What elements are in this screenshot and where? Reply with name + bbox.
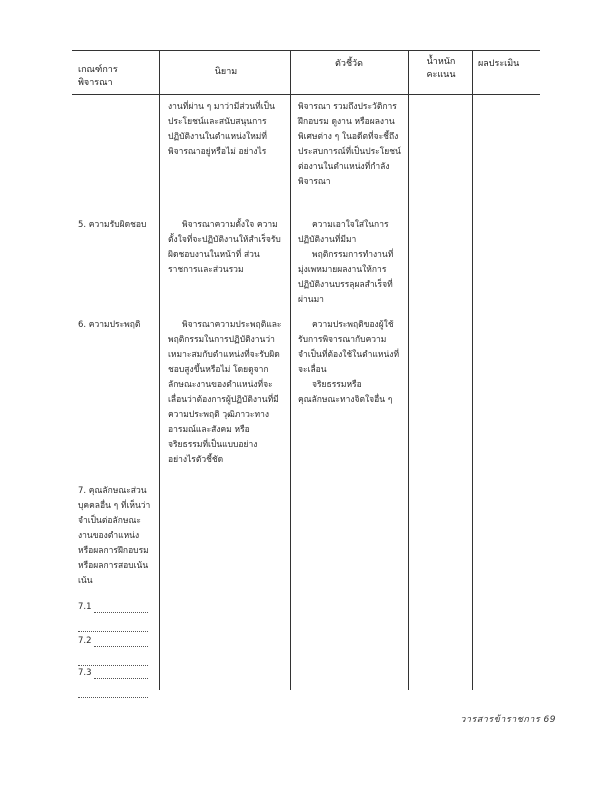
header-criteria: เกณฑ์การพิจารณา: [78, 65, 118, 88]
subitem-7-3: [78, 666, 148, 704]
definition-5-text: พิจารณาความตั้งใจ ความตั้งใจที่จะปฏิบัติงานให้สำเร็จรับผิดชอบงานในหน้าที่ ส่วนราชการและส่วนรวม: [168, 220, 281, 275]
subitem-7-1-blank: [94, 600, 148, 613]
criterion-6-text: 6. ความประพฤติ: [78, 320, 141, 330]
indicator-continuation-text: พิจารณา รวมถึงประวัติการฝึกอบรม ดูงาน หรือผลงานพิเศษต่าง ๆ ในอดีตที่จะชี้ถึงประสบการณ์ที่เป็นประโยชน์ต่องานในตำแหน่งที่กำลังพิจารณา: [298, 102, 401, 187]
subitem-7-2-label: 7.2: [78, 636, 92, 646]
subitem-7-3-blank-2: [78, 685, 148, 698]
subitem-7-3-label: 7.3: [78, 668, 92, 678]
indicator-6-1: ความประพฤติของผู้ใช้รับการพิจารณากับความจำเป็นที่ต้องใช้ในตำแหน่งที่จะเลื่อน: [298, 320, 400, 375]
column-divider-4: [472, 50, 473, 690]
header-definition: นิยาม: [214, 67, 238, 77]
subitem-7-1-label: 7.1: [78, 602, 92, 612]
subitem-7-1: [78, 600, 148, 638]
definition-5: [168, 218, 282, 278]
indicator-5-1: ความเอาใจใส่ในการปฏิบัติงานที่มีมา: [298, 220, 389, 245]
criterion-5-text: 5. ความรับผิดชอบ: [78, 220, 147, 230]
indicator-5-2: พฤติกรรมการทำงานที่มุ่งเพหมายผลงานให้การปฏิบัติงานบรรลุผลสำเร็จที่ผ่านมา: [298, 250, 394, 305]
criterion-5: [78, 218, 154, 233]
column-divider-2: [290, 50, 291, 690]
indicators-6: [298, 318, 402, 408]
header-indicators: ตัวชี้วัด: [335, 59, 363, 69]
column-divider-1: [159, 50, 160, 690]
subitem-7-3-blank: [94, 666, 148, 679]
definition-6: [168, 318, 282, 468]
column-divider-3: [408, 50, 409, 690]
criterion-7-text: 7. คุณลักษณะส่วนบุคคลอื่น ๆ ที่เห็นว่าจำเป็นต่อลักษณะงานของตำแหน่งหรือผลการฝึกอบรมหรือผลการสอบเน้นเน้น: [78, 486, 151, 586]
indicator-continuation: [298, 100, 402, 190]
header-weight: น้ำหนักคะแนน: [426, 57, 456, 80]
subitem-7-2-blank: [94, 634, 148, 647]
criterion-7: [78, 484, 154, 589]
header-bottom-rule: [72, 94, 540, 95]
definition-continuation-text: งานที่ผ่าน ๆ มาว่ามีส่วนที่เป็นประโยชน์และสนับสนุนการปฏิบัติงานในตำแหน่งใหม่ที่พิจารณาอยู่หรือไม่ อย่างไร: [168, 102, 275, 157]
definition-continuation: [168, 100, 282, 160]
definition-6-text: พิจารณาความประพฤติและพฤติกรรมในการปฏิบัติงานว่าเหมาะสมกับตำแหน่งที่จะรับผิดชอบสูงขึ้นหรือไม่ โดยดูจากลักษณะงานของตำแหน่งที่จะเลื่อนว่าต้องการผู้ปฏิบัติงานที่มีความประพฤติ วุฒิภาวะทางอารมณ์และสังคม หรือจริยธรรมที่เป็นแบบอย่างอย่างไรตัวชี้ชัด: [168, 320, 282, 465]
table-top-rule: [72, 50, 540, 51]
page-footer: วารสารข้าราชการ 69: [460, 715, 556, 725]
subitem-7-2-blank-2: [78, 653, 148, 666]
indicator-6-2: จริยธรรมหรือคุณลักษณะทางจิตใจอื่น ๆ: [298, 380, 393, 405]
header-assessment: ผลประเมิน: [478, 59, 520, 69]
indicators-5: [298, 218, 402, 308]
subitem-7-1-blank-2: [78, 619, 148, 632]
criterion-6: [78, 318, 154, 333]
